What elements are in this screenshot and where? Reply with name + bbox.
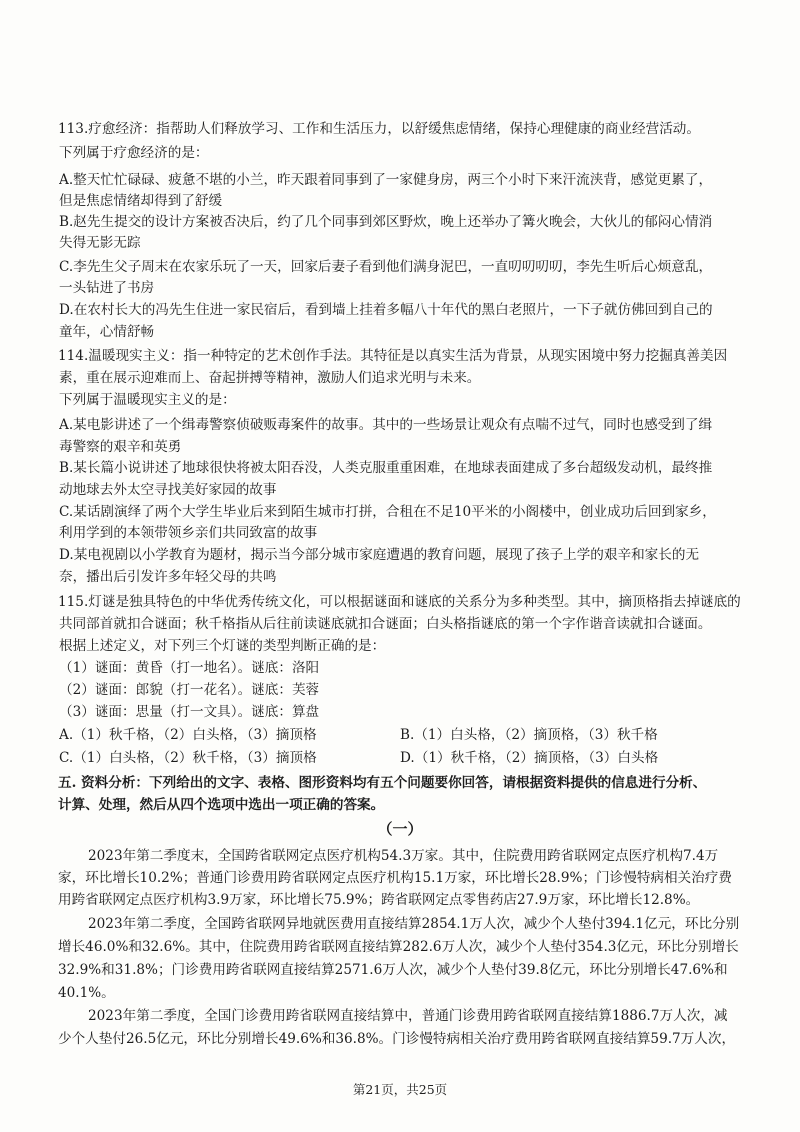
q114-prompt: 下列属于温暖现实主义的是： [59, 392, 236, 408]
q115-stem-line-1: 115.灯谜是独具特色的中华优秀传统文化，可以根据谜面和谜底的关系分为多种类型。其中，摘顶格指去掉谜底的 [58, 594, 741, 610]
q114-option-b-line-1: B.某长篇小说讲述了地球很快将被太阳吞没，人类克服重重困难，在地球表面建成了多台超级发动机，最终推 [59, 460, 713, 476]
q115-option-c: C.（1）白头格，（2）秋千格，（3）摘顶格 [59, 750, 317, 766]
passage-p3-line-1: 2023年第二季度，全国门诊费用跨省联网直接结算中，普通门诊费用跨省联网直接结算1886.7万人次，减 [88, 1008, 728, 1024]
q113-stem-line-1: 113.疗愈经济：指帮助人们释放学习、工作和生活压力，以舒缓焦虑情绪，保持心理健康的商业经营活动。 [58, 121, 700, 137]
page-number: 第21页，共25页 [352, 1082, 448, 1097]
passage-p2-line-4: 40.1%。 [58, 985, 115, 1001]
passage-p2-line-2: 增长46.0%和32.6%。其中，住院费用跨省联网直接结算282.6万人次，减少个人垫付354.3亿元，环比分别增长 [58, 939, 739, 955]
q115-riddle-2: （2）谜面：郎貌（打一花名）。谜底：芙蓉 [59, 682, 320, 698]
passage-p1-line-2: 家，环比增长10.2%；普通门诊费用跨省联网定点医疗机构15.1万家，环比增长28.9%；门诊慢特病相关治疗费 [58, 870, 732, 886]
q114-option-a-line-1: A.某电影讲述了一个缉毒警察侦破贩毒案件的故事。其中的一些场景让观众有点喘不过气，同时也感受到了缉 [59, 417, 713, 433]
q115-riddle-1: （1）谜面：黄昏（打一地名）。谜底：洛阳 [59, 660, 320, 676]
q115-prompt: 根据上述定义，对下列三个灯谜的类型判断正确的是： [59, 638, 386, 654]
passage-p1-line-3: 用跨省联网定点医疗机构3.9万家，环比增长75.9%；跨省联网定点零售药店27.9万家，环比增长12.8%。 [58, 892, 700, 908]
q114-option-b-line-2: 动地球去外太空寻找美好家园的故事 [59, 482, 277, 498]
section-5-heading-line-1: 五. 资料分析：下列给出的文字、表格、图形资料均有五个问题要你回答，请根据资料提供的信息进行分析、 [58, 775, 707, 791]
subsection-title: （一） [377, 820, 423, 838]
q115-stem-line-2: 共同部首就扣合谜面；秋千格指从后往前读谜底就扣合谜面；白头格指谜底的第一个字作谐音读就扣合谜面。 [59, 616, 712, 632]
passage-p1-line-1: 2023年第二季度末，全国跨省联网定点医疗机构54.3万家。其中，住院费用跨省联网定点医疗机构7.4万 [88, 848, 719, 864]
q115-option-a: A.（1）秋千格，（2）白头格，（3）摘顶格 [59, 727, 317, 743]
q113-option-d-line-1: D.在农村长大的冯先生住进一家民宿后，看到墙上挂着多幅八十年代的黑白老照片，一下子就仿佛回到自己的 [59, 302, 713, 318]
section-5-heading-line-2: 计算、处理，然后从四个选项中选出一项正确的答案。 [58, 797, 385, 813]
q113-option-c-line-1: C.李先生父子周末在农家乐玩了一天，回家后妻子看到他们满身泥巴，一直叨叨叨叨，李先生听后心烦意乱， [59, 259, 713, 275]
q114-stem-line-2: 素，重在展示迎难而上、奋起拼搏等精神，激励人们追求光明与未来。 [59, 370, 481, 386]
q114-option-d-line-1: D.某电视剧以小学教育为题材，揭示当今部分城市家庭遭遇的教育问题，展现了孩子上学的艰辛和家长的无 [59, 547, 700, 563]
q113-option-d-line-2: 童年，心情舒畅 [59, 324, 155, 340]
q113-prompt: 下列属于疗愈经济的是： [59, 145, 209, 161]
q113-option-a-line-1: A.整天忙忙碌碌、疲惫不堪的小兰，昨天跟着同事到了一家健身房，两三个小时下来汗流浃背，感觉更累了， [59, 172, 713, 188]
q115-option-b: B.（1）白头格，（2）摘顶格，（3）秋千格 [400, 727, 658, 743]
q113-option-a-line-2: 但是焦虑情绪却得到了舒缓 [59, 193, 223, 209]
q115-option-d: D.（1）秋千格，（2）摘顶格，（3）白头格 [400, 750, 659, 766]
q114-option-c-line-2: 利用学到的本领带领乡亲们共同致富的故事 [59, 525, 318, 541]
passage-p3-line-2: 少个人垫付26.5亿元，环比分别增长49.6%和36.8%。门诊慢特病相关治疗费用跨省联网直接结算59.7万人次， [58, 1031, 736, 1047]
q115-riddle-3: （3）谜面：思量（打一文具）。谜底：算盘 [59, 704, 320, 720]
q113-option-b-line-2: 失得无影无踪 [59, 235, 141, 251]
q113-option-c-line-2: 一头钻进了书房 [59, 280, 155, 296]
passage-p2-line-3: 32.9%和31.8%；门诊费用跨省联网直接结算2571.6万人次，减少个人垫付39.8亿元，环比分别增长47.6%和 [58, 962, 728, 978]
q114-option-c-line-1: C.某话剧演绎了两个大学生毕业后来到陌生城市打拼，合租在不足10平米的小阁楼中，创业成功后回到家乡， [59, 504, 716, 520]
q114-stem-line-1: 114.温暖现实主义：指一种特定的艺术创作手法。其特征是以真实生活为背景，从现实困境中努力挖掘真善美因 [58, 348, 728, 364]
q113-option-b-line-1: B.赵先生提交的设计方案被否决后，约了几个同事到郊区野炊，晚上还举办了篝火晚会，大伙儿的郁闷心情消 [59, 214, 713, 230]
q114-option-a-line-2: 毒警察的艰辛和英勇 [59, 439, 182, 455]
passage-p2-line-1: 2023年第二季度，全国跨省联网异地就医费用直接结算2854.1万人次，减少个人垫付394.1亿元，环比分别 [88, 916, 740, 932]
q114-option-d-line-2: 奈，播出后引发许多年轻父母的共鸣 [59, 569, 277, 585]
